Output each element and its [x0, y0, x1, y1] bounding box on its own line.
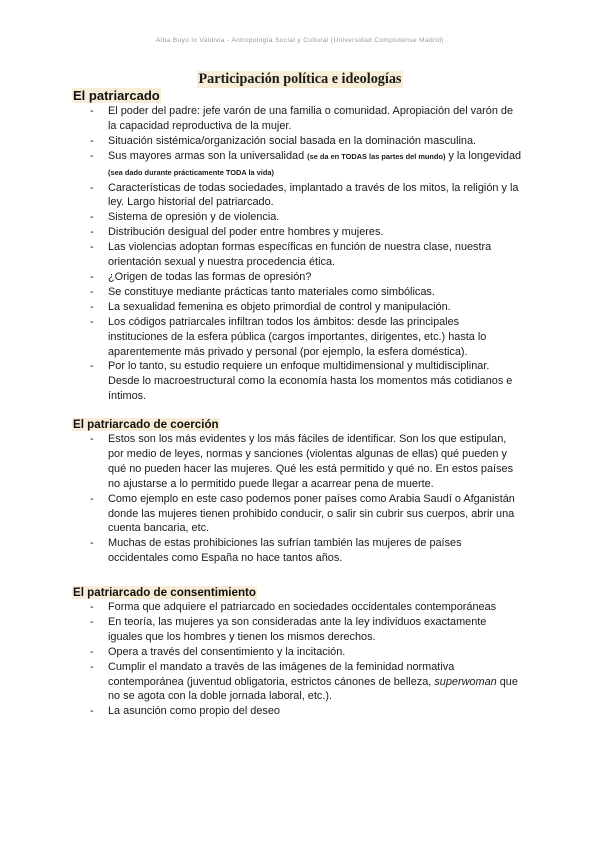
list-item: - En teoría, las mujeres ya son consideradas ante la ley individuos exactamente iguales que los hombres y tienen los mismos derechos.	[90, 615, 487, 643]
list-item: - El poder del padre: jefe varón de una familia o comunidad. Apropiación del varón de la capacidad reproductiva de la mujer.	[90, 105, 514, 132]
page-header: Alba Buyo lo Valdivia - Antropología Social y Cultural (Universidad Complutense Madrid)	[156, 37, 444, 44]
list-item: - Sus mayores armas son la universalidad (se da en TODAS las partes del mundo) y la longevidad (sea dado durante prácticamente TODA la vida)	[90, 149, 522, 177]
list-item: - Por lo tanto, su estudio requiere un enfoque multidimensional y multidisciplinar. Desde lo macroestructural como la economía hasta los momentos más cotidianos e íntimos.	[90, 360, 513, 403]
list-item: - La asunción como propio del deseo	[90, 705, 280, 718]
document-title: Participación política e ideologías	[198, 71, 402, 87]
list-item: - La sexualidad femenina es objeto primordial de control y manipulación.	[90, 300, 451, 313]
section-heading-patriarcado: El patriarcado	[73, 88, 160, 103]
list-item: - Como ejemplo en este caso podemos poner países como Arabia Saudí o Afganistán donde las mujeres tienen prohibido conducir, o salir sin cubrir sus cuerpos, abrir una cuenta bancaria, etc.	[90, 492, 515, 535]
section-heading-consentimiento: El patriarcado de consentimiento	[73, 586, 256, 599]
list-item: - Distribución desigual del poder entre hombres y mujeres.	[90, 226, 384, 239]
section-list-coercion	[0, 432, 600, 566]
list-item: - Situación sistémica/organización social basada en la dominación masculina.	[90, 134, 477, 147]
list-item: - Se constituye mediante prácticas tanto materiales como simbólicas.	[90, 285, 435, 298]
list-item: - Opera a través del consentimiento y la incitación.	[90, 645, 346, 658]
section-list-consentimiento	[0, 600, 600, 719]
list-item: - Las violencias adoptan formas específicas en función de nuestra clase, nuestra orientación sexual y nuestra procedencia ética.	[90, 241, 492, 269]
list-item: - Estos son los más evidentes y los más fáciles de identificar. Son los que estipulan, por medio de leyes, normas y sanciones (violentas algunas de ellas) qué pueden y qué no pueden hacer las mujeres. Qué les está permitido y qué no. En estos países no ajustarse a lo permitido puede llegar a acarrear pena de muerte.	[90, 433, 514, 490]
section-list-patriarcado	[0, 104, 600, 404]
list-item: - Muchas de estas prohibiciones las sufrían también las mujeres de países occidentales como España no hace tantos años.	[90, 537, 462, 565]
list-item: - Características de todas sociedades, implantado a través de los mitos, la religión y la ley. Largo historial del patriarcado.	[90, 181, 519, 209]
list-item: - Sistema de opresión y de violencia.	[90, 211, 280, 224]
list-item: - ¿Origen de todas las formas de opresión?	[90, 270, 312, 283]
list-item: - Forma que adquiere el patriarcado en sociedades occidentales contemporáneas	[90, 601, 497, 613]
section-heading-coercion: El patriarcado de coerción	[73, 418, 219, 431]
list-item: - Cumplir el mandato a través de las imágenes de la feminidad normativa contemporánea (juventud obligatoria, estrictos cánones de belleza, superwoman que no se agota con la doble jornada laboral, etc.).	[90, 660, 518, 703]
list-item: - Los códigos patriarcales infiltran todos los ámbitos: desde las principales instituciones de la esfera pública (cargos importantes, dirigentes, etc.) hasta lo aparentemente más privado y personal (por ejemplo, la esfera doméstica).	[90, 315, 487, 358]
